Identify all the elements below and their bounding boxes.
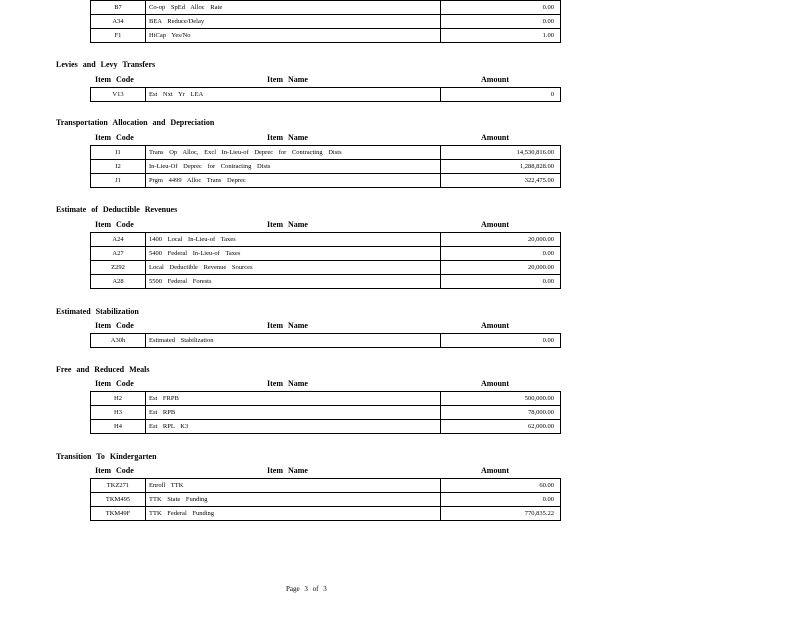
- item-code: A30h: [91, 334, 146, 348]
- item-code: H2: [91, 392, 146, 406]
- section-title: Transition To Kindergarten: [56, 452, 157, 461]
- item-code: TKM49F: [91, 507, 146, 521]
- column-header-name: Item Name: [267, 133, 308, 142]
- item-name: Enroll TTK: [146, 479, 441, 493]
- item-amount: 0.00: [441, 493, 561, 507]
- column-header-code: Item Code: [95, 379, 134, 388]
- table-row: [91, 261, 561, 275]
- section-table: [90, 391, 561, 434]
- item-amount: 1.00: [441, 29, 561, 43]
- column-header-amount: Amount: [481, 379, 510, 388]
- item-code: B7: [91, 1, 146, 15]
- column-header-amount: Amount: [481, 220, 510, 229]
- item-name: 5400 Federal In-Lieu-of Taxes: [146, 247, 441, 261]
- item-code: A28: [91, 275, 146, 289]
- item-code: H4: [91, 420, 146, 434]
- column-header-code: Item Code: [95, 220, 134, 229]
- page-number: Page 3 of 3: [286, 585, 327, 593]
- item-name: TTK State Funding: [146, 493, 441, 507]
- table-row: [91, 275, 561, 289]
- section-table: [90, 87, 561, 102]
- table-row: [91, 406, 561, 420]
- section-title: Free and Reduced Meals: [56, 365, 150, 374]
- column-header-code: Item Code: [95, 75, 134, 84]
- item-code: H3: [91, 406, 146, 420]
- item-name: 5500 Federal Forests: [146, 275, 441, 289]
- item-amount: 0.00: [441, 247, 561, 261]
- section-title: Transportation Allocation and Depreciation: [56, 118, 215, 127]
- item-code: A27: [91, 247, 146, 261]
- item-name: Local Deductible Revenue Sources: [146, 261, 441, 275]
- item-code: I2: [91, 160, 146, 174]
- column-header-name: Item Name: [267, 379, 308, 388]
- column-header-name: Item Name: [267, 466, 308, 475]
- item-amount: 60.00: [441, 479, 561, 493]
- item-code: I1: [91, 146, 146, 160]
- item-amount: 20,000.00: [441, 233, 561, 247]
- table-row: [91, 88, 561, 102]
- column-header-name: Item Name: [267, 75, 308, 84]
- column-header-code: Item Code: [95, 466, 134, 475]
- item-name: In-Lieu-Of Deprec for Contracting Dists: [146, 160, 441, 174]
- item-amount: 0: [441, 88, 561, 102]
- item-name: TTK Federal Funding: [146, 507, 441, 521]
- section-title: Estimated Stabilization: [56, 307, 139, 316]
- item-code: J1: [91, 174, 146, 188]
- item-amount: 62,000.00: [441, 420, 561, 434]
- item-code: A34: [91, 15, 146, 29]
- table-row: [91, 420, 561, 434]
- column-header-name: Item Name: [267, 321, 308, 330]
- section-title: Estimate of Deductible Revenues: [56, 205, 178, 214]
- column-header-amount: Amount: [481, 466, 510, 475]
- item-code: A24: [91, 233, 146, 247]
- table-row: [91, 247, 561, 261]
- item-amount: 0.00: [441, 15, 561, 29]
- item-amount: 0.00: [441, 275, 561, 289]
- item-amount: 322,475.00: [441, 174, 561, 188]
- item-code: TKZ271: [91, 479, 146, 493]
- section-title: Levies and Levy Transfers: [56, 60, 156, 69]
- item-amount: 770,835.22: [441, 507, 561, 521]
- top-table: [90, 0, 561, 43]
- column-header-code: Item Code: [95, 321, 134, 330]
- table-row: [91, 160, 561, 174]
- table-row: [91, 334, 561, 348]
- table-row: [91, 493, 561, 507]
- item-amount: 20,000.00: [441, 261, 561, 275]
- item-amount: 500,000.00: [441, 392, 561, 406]
- section-table: [90, 145, 561, 188]
- item-name: Trans Op Alloc, Excl In-Lieu-of Deprec for Contracting Dists: [146, 146, 441, 160]
- table-row: [91, 1, 561, 15]
- column-header-code: Item Code: [95, 133, 134, 142]
- item-name: Co-op SpEd Alloc Rate: [146, 1, 441, 15]
- table-row: [91, 233, 561, 247]
- item-amount: 0.00: [441, 1, 561, 15]
- column-header-amount: Amount: [481, 321, 510, 330]
- item-name: Est FRPB: [146, 392, 441, 406]
- column-header-amount: Amount: [481, 75, 510, 84]
- item-name: 1400 Local In-Lieu-of Taxes: [146, 233, 441, 247]
- item-name: Est Nxt Yr LEA: [146, 88, 441, 102]
- item-amount: 0.00: [441, 334, 561, 348]
- item-code: Z292: [91, 261, 146, 275]
- item-name: Prgm 4499 Alloc Trans Deprec: [146, 174, 441, 188]
- column-header-name: Item Name: [267, 220, 308, 229]
- item-name: HiCap Yes/No: [146, 29, 441, 43]
- table-row: [91, 479, 561, 493]
- table-row: [91, 507, 561, 521]
- section-table: [90, 478, 561, 521]
- column-header-amount: Amount: [481, 133, 510, 142]
- item-code: TKM495: [91, 493, 146, 507]
- section-table: [90, 232, 561, 289]
- table-row: [91, 392, 561, 406]
- table-row: [91, 15, 561, 29]
- table-row: [91, 29, 561, 43]
- item-name: BEA Reduce/Delay: [146, 15, 441, 29]
- item-code: V13: [91, 88, 146, 102]
- item-name: Est RPL K3: [146, 420, 441, 434]
- item-amount: 78,000.00: [441, 406, 561, 420]
- table-row: [91, 174, 561, 188]
- item-name: Est RPB: [146, 406, 441, 420]
- section-table: [90, 333, 561, 348]
- item-amount: 1,288,828.00: [441, 160, 561, 174]
- item-code: F1: [91, 29, 146, 43]
- item-name: Estimated Stabilization: [146, 334, 441, 348]
- table-row: [91, 146, 561, 160]
- item-amount: 14,530,816.00: [441, 146, 561, 160]
